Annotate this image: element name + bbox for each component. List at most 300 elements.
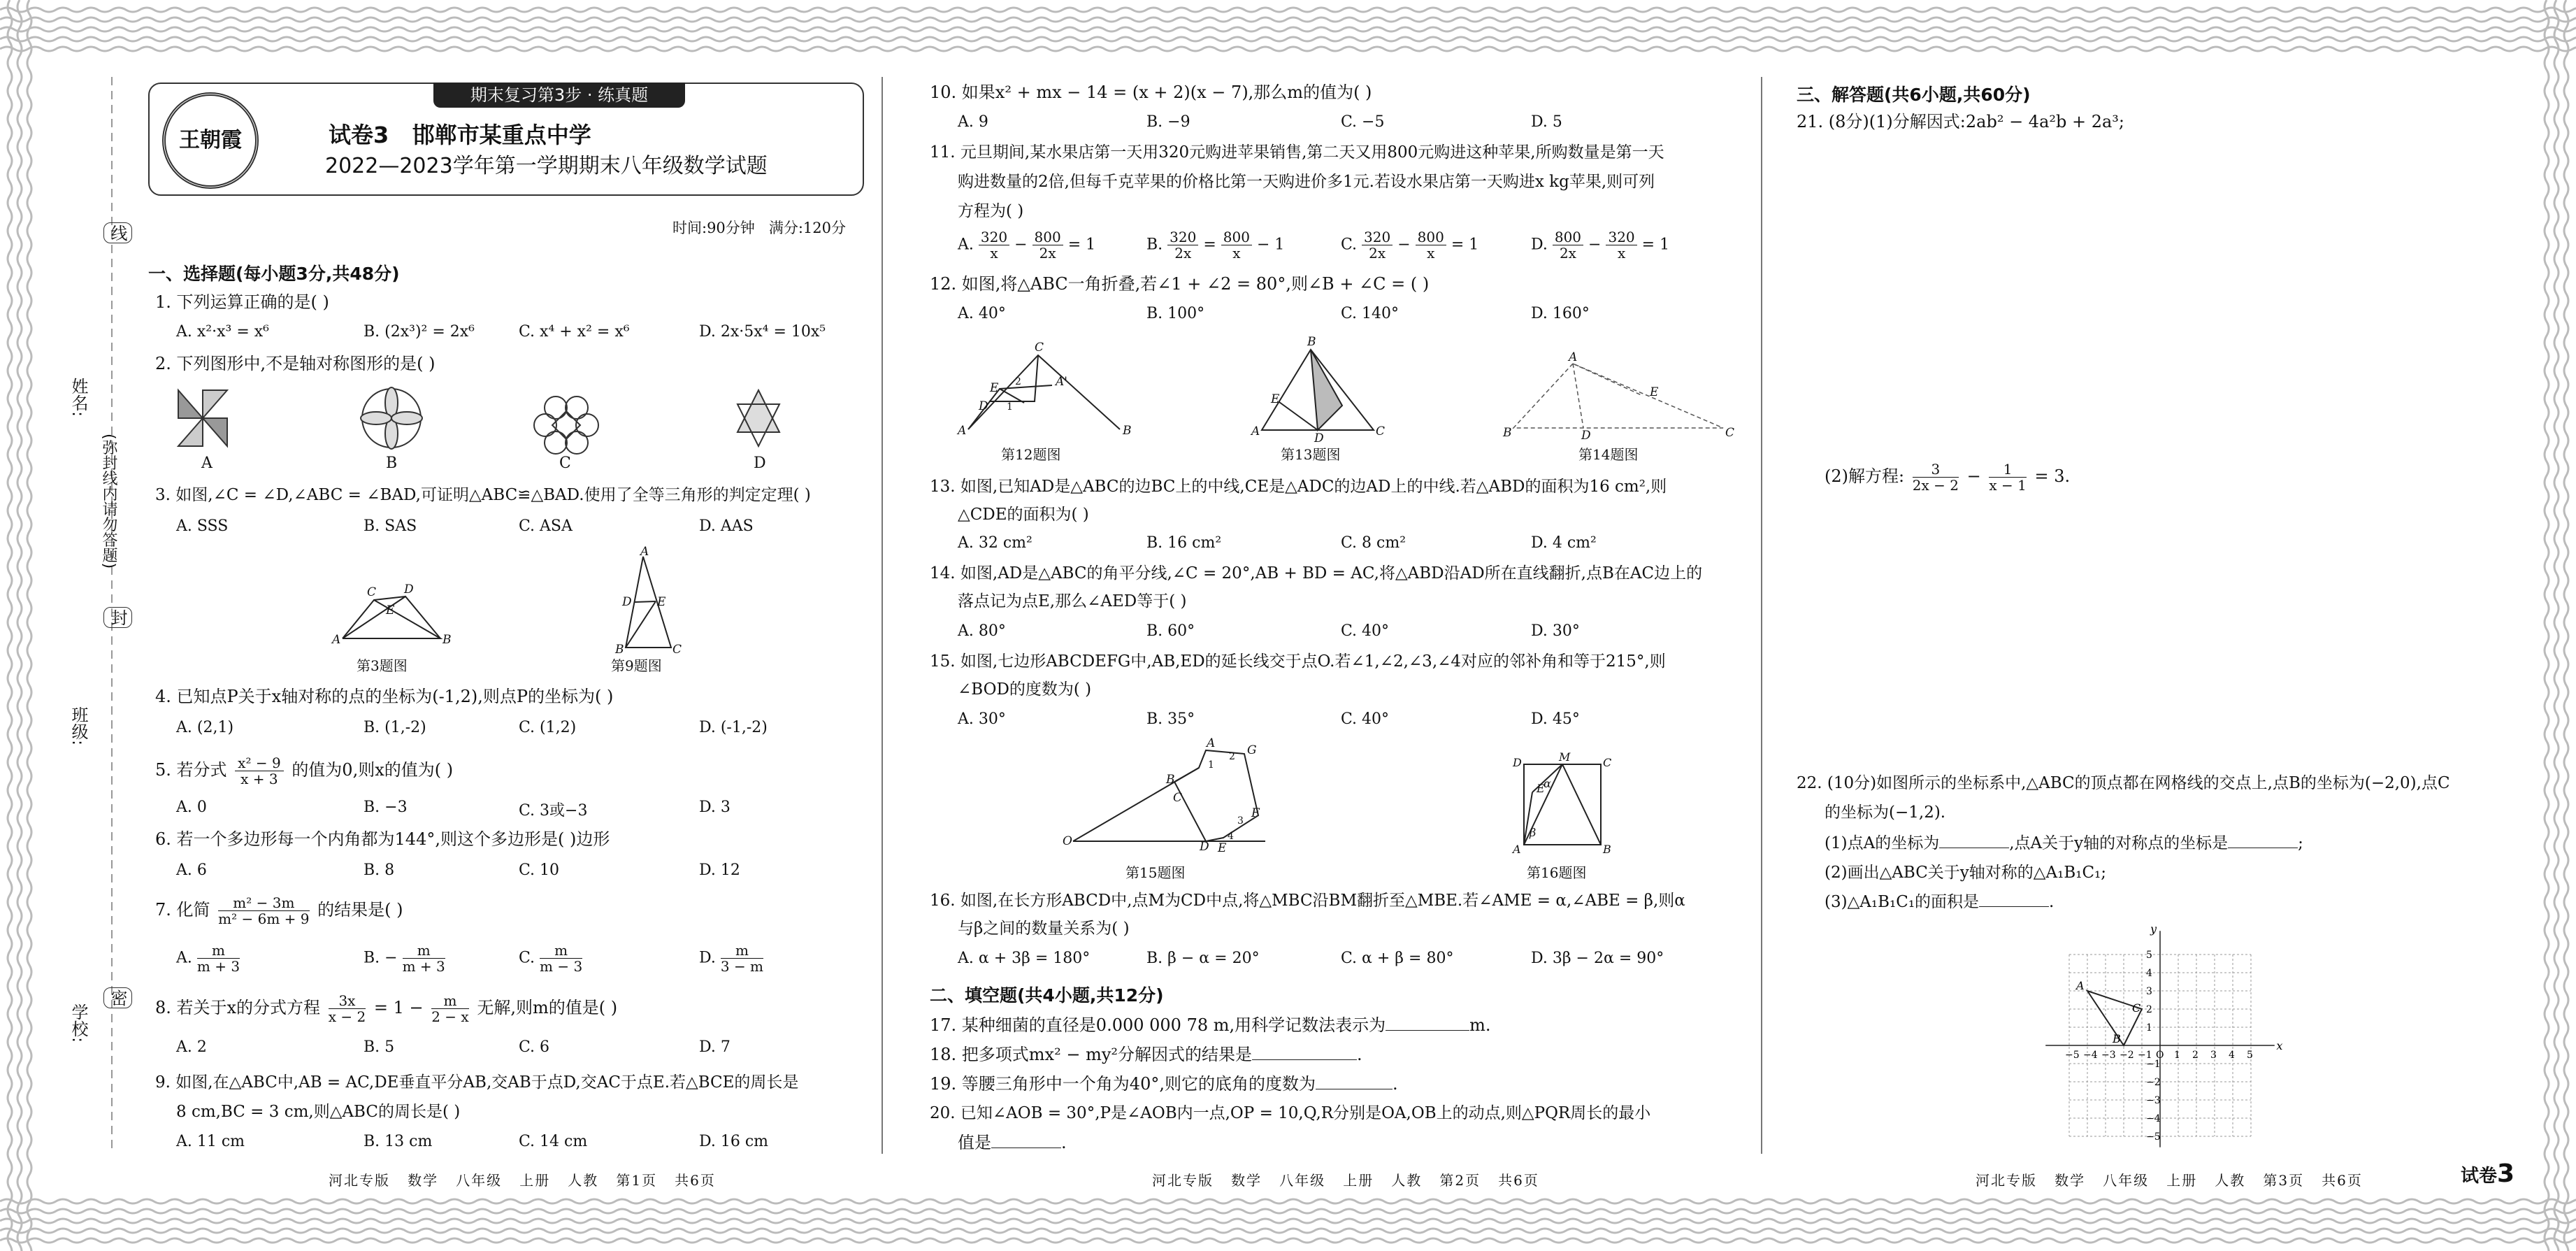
svg-text:O: O <box>1063 834 1072 848</box>
q11-c-f1-num: 320 <box>1362 229 1393 245</box>
q11-d-f1-num: 800 <box>1553 229 1583 245</box>
q4-b: B. (1,-2) <box>364 719 426 736</box>
q7-c-den: m − 3 <box>540 958 583 975</box>
q12-c: C. 140° <box>1341 305 1399 322</box>
q12-a: A. 40° <box>958 305 1006 322</box>
q11-b-f1-den: 2x <box>1174 245 1192 262</box>
svg-text:A: A <box>640 545 649 559</box>
svg-text:1: 1 <box>1208 759 1214 771</box>
vertex-a: A <box>2076 979 2085 992</box>
q14-a: A. 80° <box>958 622 1006 640</box>
q9-b: B. 13 cm <box>364 1133 433 1150</box>
q3-caption: 第3题图 <box>357 657 408 674</box>
y-tick-label: −4 <box>2146 1113 2161 1124</box>
q20-line2 <box>958 1129 1067 1157</box>
q11-c-f1-den: 2x <box>1369 245 1386 262</box>
q13-d: D. 4 cm² <box>1531 534 1597 552</box>
q18-stem: 18. 把多项式mx² − my²分解因式的结果是 <box>930 1045 1253 1064</box>
q14-d: D. 30° <box>1531 622 1580 640</box>
section-solve: 三、解答题(共6小题,共60分) <box>1797 85 2031 105</box>
q21-op: − <box>1966 466 1981 486</box>
svg-text:M: M <box>1559 750 1571 764</box>
svg-text:B: B <box>442 633 452 647</box>
svg-text:C: C <box>1173 791 1183 805</box>
q8-tail: 无解,则m的值是( ) <box>477 998 618 1017</box>
vertex-c: C <box>2132 1001 2141 1015</box>
q5-stem <box>155 755 453 787</box>
svg-text:G: G <box>1247 743 1257 757</box>
q7-a-den: m + 3 <box>196 958 240 975</box>
paper-no: 3 <box>2497 1159 2515 1188</box>
q11-a-pre: A. <box>958 236 974 254</box>
x-axis-label: x <box>2276 1039 2283 1052</box>
q7-c-num: m <box>540 943 582 959</box>
q7-b-num: m <box>403 943 445 959</box>
q10-b: B. −9 <box>1146 113 1190 131</box>
q22-p1 <box>1825 829 2303 857</box>
vertex-b: B <box>2113 1032 2121 1045</box>
q17 <box>930 1011 1491 1039</box>
x-tick-label: −3 <box>2101 1050 2116 1061</box>
q21-p2-label: (2)解方程: <box>1825 466 1905 486</box>
svg-text:B: B <box>1503 426 1512 440</box>
svg-text:A: A <box>1513 843 1521 856</box>
svg-text:C: C <box>1376 424 1386 438</box>
svg-text:D: D <box>1314 431 1324 445</box>
q11-stem2: 购进数量的2倍,但每千克苹果的价格比第一天购进价多1元.若设水果店第一天购进x kg苹果,则可列 <box>958 173 1655 191</box>
q11-b-op: = <box>1203 236 1216 254</box>
q13-stem2: △CDE的面积为( ) <box>958 506 1089 524</box>
svg-text:D: D <box>622 595 632 609</box>
q5-b: B. −3 <box>364 799 408 816</box>
q21-frac2 <box>1989 462 2026 493</box>
q11-stem3: 方程为( ) <box>958 202 1024 220</box>
q6-c: C. 10 <box>519 862 560 879</box>
q9-d: D. 16 cm <box>699 1133 769 1150</box>
q14-stem2: 落点记为点E,那么∠AED等于( ) <box>958 592 1187 610</box>
q3-stem: 3. 如图,∠C = ∠D,∠ABC = ∠BAD,可证明△ABC≌△BAD.使用了全等三角形的判定定理( ) <box>155 486 811 504</box>
y-tick-label: 3 <box>2146 986 2152 997</box>
paper-number-label <box>2461 1159 2514 1188</box>
q10-d: D. 5 <box>1531 113 1562 131</box>
q8-frac2 <box>431 993 468 1024</box>
q5-a: A. 0 <box>176 799 207 816</box>
q6-b: B. 8 <box>364 862 395 879</box>
q12-d: D. 160° <box>1531 305 1590 322</box>
q9-caption: 第9题图 <box>611 657 662 674</box>
q7-d-pre: D. <box>699 949 716 967</box>
q11-a-f1-num: 320 <box>979 229 1009 245</box>
q11-stem: 11. 元旦期间,某水果店第一天用320元购进苹果销售,第二天又用800元购进这种苹果,所购数量是第一天 <box>930 143 1664 162</box>
q16-b: B. β − α = 20° <box>1146 950 1260 967</box>
q15-a: A. 30° <box>958 710 1006 728</box>
svg-text:C: C <box>367 585 377 599</box>
q11-a <box>958 229 1095 261</box>
q11-d-f1-den: 2x <box>1559 245 1576 262</box>
q5-frac <box>235 755 284 787</box>
q4-a: A. (2,1) <box>176 719 234 736</box>
q8-frac1-den: x − 2 <box>328 1008 366 1025</box>
svg-text:C: C <box>1035 341 1044 355</box>
y-tick-label: 5 <box>2146 950 2152 961</box>
q2-a: A <box>201 455 213 472</box>
q21-frac1-num: 3 <box>1913 462 1959 478</box>
q22-p3 <box>1825 888 2054 916</box>
q15-c: C. 40° <box>1341 710 1390 728</box>
y-tick-label: 1 <box>2146 1022 2152 1034</box>
q1-b: B. (2x³)² = 2x⁶ <box>364 323 475 341</box>
q11-d-eq: = 1 <box>1641 236 1670 254</box>
header-band: 期末复习第3步 · 练真题 <box>433 83 685 108</box>
q7-a-num: m <box>197 943 240 959</box>
q2-figures <box>168 383 839 453</box>
x-tick-label: 1 <box>2174 1050 2180 1061</box>
q2-b: B <box>386 455 398 472</box>
svg-text:E: E <box>1537 782 1545 795</box>
svg-text:E: E <box>1271 392 1280 406</box>
q15-stem: 15. 如图,七边形ABCDEFG中,AB,ED的延长线交于点O.若∠1,∠2,∠3,∠4对应的邻补角和等于215°,则 <box>930 652 1666 671</box>
q3-d: D. AAS <box>699 517 754 535</box>
q21-frac2-num: 1 <box>1989 462 2026 478</box>
q11-c-op: − <box>1397 236 1411 254</box>
q7-b-frac <box>403 943 445 974</box>
q11-a-f2-den: 2x <box>1039 245 1056 262</box>
q7-frac <box>218 895 309 927</box>
q11-d-f2-num: 320 <box>1606 229 1636 245</box>
q9-c: C. 14 cm <box>519 1133 588 1150</box>
q19-stem: 19. 等腰三角形中一个角为40°,则它的底角的度数为 <box>930 1074 1316 1094</box>
svg-text:A: A <box>1251 424 1260 438</box>
q12-stem: 12. 如图,将△ABC一角折叠,若∠1 + ∠2 = 80°,则∠B + ∠C = ( ) <box>930 274 1430 294</box>
q16-stem: 16. 如图,在长方形ABCD中,点M为CD中点,将△MBC沿BM翻折至△MBE.若∠AME = α,∠ABE = β,则α <box>930 892 1685 910</box>
q13-c: C. 8 cm² <box>1341 534 1406 552</box>
q8-pre: 8. 若关于x的分式方程 <box>155 998 321 1017</box>
q8-mid: = 1 − <box>373 998 424 1017</box>
q14-b: B. 60° <box>1146 622 1195 640</box>
q7-d <box>699 943 763 974</box>
svg-text:B: B <box>1123 424 1132 438</box>
q8-stem <box>155 993 617 1024</box>
q3-figure <box>329 572 468 649</box>
q11-a-f2-num: 800 <box>1032 229 1063 245</box>
q7-d-num: m <box>721 943 763 959</box>
q16-a: A. α + 3β = 180° <box>958 950 1091 967</box>
x-tick-label: 2 <box>2192 1050 2199 1061</box>
y-tick-label: −2 <box>2146 1077 2161 1088</box>
svg-text:D: D <box>1581 429 1591 443</box>
q7-d-frac <box>721 943 763 974</box>
q15-stem2: ∠BOD的度数为( ) <box>958 680 1092 699</box>
q17-stem: 17. 某种细菌的直径是0.000 000 78 m,用科学记数法表示为 <box>930 1015 1386 1035</box>
q22-p1-c: ; <box>2298 834 2303 852</box>
q18-blank <box>1252 1059 1357 1060</box>
svg-text:A: A <box>332 633 341 647</box>
q11-d-f1 <box>1553 229 1583 261</box>
q4-stem: 4. 已知点P关于x轴对称的点的坐标为(-1,2),则点P的坐标为( ) <box>155 687 614 706</box>
paper-label: 试卷 <box>2461 1166 2498 1187</box>
q11-d-pre: D. <box>1531 236 1548 254</box>
q7-a <box>176 943 240 974</box>
svg-text:E: E <box>386 603 395 617</box>
y-tick-label: 2 <box>2146 1004 2152 1015</box>
q3-b: B. SAS <box>364 517 417 535</box>
q11-c <box>1341 229 1478 261</box>
svg-text:E: E <box>1650 385 1659 399</box>
q11-c-f2 <box>1416 229 1446 261</box>
x-tick-label: 3 <box>2210 1050 2217 1061</box>
q14-figure <box>1503 350 1735 445</box>
section-choice: 一、选择题(每小题3分,共48分) <box>148 264 400 284</box>
q11-c-pre: C. <box>1341 236 1358 254</box>
school-label: 学校: <box>69 1003 88 1043</box>
q11-b-f1 <box>1167 229 1198 261</box>
q15-figure <box>1063 736 1293 855</box>
q11-a-op: − <box>1014 236 1028 254</box>
q6-d: D. 12 <box>699 862 740 879</box>
svg-text:B: B <box>1603 843 1611 856</box>
q8-frac2-den: 2 − x <box>431 1008 469 1025</box>
x-tick-label: −1 <box>2138 1050 2152 1061</box>
q2-stem: 2. 下列图形中,不是轴对称图形的是( ) <box>155 354 436 373</box>
q2-c: C <box>559 455 571 472</box>
q7-stem <box>155 895 403 927</box>
q9-figure <box>608 545 692 662</box>
svg-text:A: A <box>1569 350 1578 364</box>
q2-d: D <box>754 455 766 472</box>
svg-text:C: C <box>1725 426 1735 440</box>
q11-b-eq: − 1 <box>1256 236 1285 254</box>
q11-b <box>1146 229 1284 261</box>
svg-text:4: 4 <box>1228 831 1234 842</box>
q13-stem: 13. 如图,已知AD是△ABC的边BC上的中线,CE是△ADC的边AD上的中线.若△ABD的面积为16 cm²,则 <box>930 478 1667 496</box>
q10-a: A. 9 <box>958 113 988 131</box>
q9-a: A. 11 cm <box>176 1133 245 1150</box>
q11-c-f2-den: x <box>1427 245 1435 262</box>
q3-c: C. ASA <box>519 517 573 535</box>
q5-d: D. 3 <box>699 799 731 816</box>
q16-d: D. 3β − 2α = 90° <box>1531 950 1664 967</box>
q21-frac1 <box>1913 462 1959 493</box>
q11-c-eq: = 1 <box>1451 236 1479 254</box>
q15-b: B. 35° <box>1146 710 1195 728</box>
q16-figure <box>1510 750 1615 859</box>
q7-b-den: m + 3 <box>402 958 445 975</box>
q3-a: A. SSS <box>176 517 229 535</box>
y-tick-label: 4 <box>2146 968 2152 979</box>
q21-frac2-den: x − 1 <box>1989 477 2027 494</box>
xian-mark: 线 <box>103 222 132 243</box>
q11-b-pre: B. <box>1146 236 1163 254</box>
svg-text:D: D <box>1513 756 1522 769</box>
class-label: 班级: <box>69 706 88 746</box>
q22-p2: (2)画出△ABC关于y轴对称的△A₁B₁C₁; <box>1825 864 2107 882</box>
q11-d-op: − <box>1588 236 1602 254</box>
q17-tail: m. <box>1469 1015 1491 1035</box>
school-logo <box>162 92 259 189</box>
q15-caption: 第15题图 <box>1125 864 1186 881</box>
q7-d-den: 3 − m <box>720 958 764 975</box>
q7-tail: 的结果是( ) <box>317 900 403 920</box>
q11-b-f1-num: 320 <box>1167 229 1198 245</box>
q7-b-pre: B. − <box>364 949 398 967</box>
q12-caption: 第12题图 <box>1001 446 1061 463</box>
q7-a-pre: A. <box>176 949 192 967</box>
svg-text:D: D <box>404 582 414 596</box>
q19 <box>930 1070 1398 1098</box>
q21-eq: = 3. <box>2034 466 2071 486</box>
q1-a: A. x²·x³ = x⁶ <box>176 323 269 341</box>
q7-pre: 7. 化简 <box>155 900 210 920</box>
q11-d-f2 <box>1606 229 1636 261</box>
q19-tail: . <box>1392 1074 1398 1094</box>
q10-c: C. −5 <box>1341 113 1385 131</box>
q5-frac-den: x + 3 <box>240 771 278 787</box>
q22-stem2: 的坐标为(−1,2). <box>1825 803 1946 822</box>
svg-text:α: α <box>1544 777 1551 790</box>
section-fill: 二、填空题(共4小题,共12分) <box>930 985 1164 1006</box>
q21-frac1-den: 2x − 2 <box>1912 477 1959 494</box>
footer-page3: 河北专版 数学 八年级 上册 人教 第3页 共6页 <box>1976 1172 2363 1189</box>
q1-stem: 1. 下列运算正确的是( ) <box>155 292 329 312</box>
q7-a-frac <box>197 943 240 974</box>
q16-stem2: 与β之间的数量关系为( ) <box>958 920 1130 938</box>
svg-text:F: F <box>1251 806 1260 820</box>
svg-text:β: β <box>1530 826 1537 839</box>
name-label: 姓名: <box>69 378 88 417</box>
seal-note: (弥封线内请勿答题) <box>100 434 117 569</box>
q7-frac-num: m² − 3m <box>218 895 309 911</box>
svg-text:D: D <box>1200 840 1209 854</box>
q11-a-f1-den: x <box>990 245 998 262</box>
q22-blank3 <box>1979 906 2049 907</box>
x-tick-label: −4 <box>2083 1050 2098 1061</box>
svg-text:B: B <box>1307 335 1316 349</box>
logo-text: 王朝霞 <box>179 128 242 152</box>
svg-text:E: E <box>657 595 666 609</box>
svg-text:1: 1 <box>1007 401 1013 413</box>
q8-a: A. 2 <box>176 1038 207 1056</box>
q5-pre: 5. 若分式 <box>155 760 227 780</box>
x-tick-label: −5 <box>2065 1050 2080 1061</box>
q11-b-f2-num: 800 <box>1221 229 1252 245</box>
time-score: 时间:90分钟 满分:120分 <box>672 220 846 236</box>
q22-p1-a: (1)点A的坐标为 <box>1825 834 1940 852</box>
x-tick-label: 4 <box>2229 1050 2235 1061</box>
q14-caption: 第14题图 <box>1578 446 1639 463</box>
q22-coordinate-grid <box>2041 922 2283 1154</box>
x-tick-label: −2 <box>2120 1050 2134 1061</box>
q7-frac-den: m² − 6m + 9 <box>218 910 310 927</box>
q5-frac-num: x² − 9 <box>235 755 284 771</box>
q1-d: D. 2x·5x⁴ = 10x⁵ <box>699 323 826 341</box>
svg-text:C: C <box>1603 756 1612 769</box>
y-tick-label: −3 <box>2146 1095 2161 1106</box>
q21-part2 <box>1825 462 2070 493</box>
q20-tail: . <box>1061 1133 1067 1152</box>
footer-page2: 河北专版 数学 八年级 上册 人教 第2页 共6页 <box>1152 1172 1539 1189</box>
feng-mark: 封 <box>103 607 132 628</box>
svg-text:A: A <box>1207 736 1216 750</box>
q7-c-frac <box>540 943 582 974</box>
q14-stem: 14. 如图,AD是△ABC的角平分线,∠C = 20°,AB + BD = AC,将△ABD沿AD所在直线翻折,点B在AC边上的 <box>930 564 1703 582</box>
q15-d: D. 45° <box>1531 710 1580 728</box>
q11-a-f1 <box>979 229 1009 261</box>
q22-stem: 22. (10分)如图所示的坐标系中,△ABC的顶点都在网格线的交点上,点B的坐标为(−2,0),点C <box>1797 774 2450 792</box>
q21-stem: 21. (8分)(1)分解因式:2ab² − 4a²b + 2a³; <box>1797 112 2125 131</box>
q8-b: B. 5 <box>364 1038 395 1056</box>
svg-text:A': A' <box>1056 375 1067 389</box>
q12-figure <box>958 340 1139 445</box>
q11-d-f2-den: x <box>1617 245 1626 262</box>
svg-text:B: B <box>615 643 624 657</box>
q16-c: C. α + β = 80° <box>1341 950 1454 967</box>
q8-d: D. 7 <box>699 1038 731 1056</box>
q9-stem2: 8 cm,BC = 3 cm,则△ABC的周长是( ) <box>176 1103 461 1121</box>
q20-stem2: 值是 <box>958 1133 991 1152</box>
y-tick-label: −1 <box>2146 1059 2161 1070</box>
q6-stem: 6. 若一个多边形每一个内角都为144°,则这个多边形是( )边形 <box>155 829 610 849</box>
q18 <box>930 1041 1362 1068</box>
svg-text:2: 2 <box>1015 376 1021 387</box>
q11-d <box>1531 229 1669 261</box>
q7-c <box>519 943 582 974</box>
svg-text:2: 2 <box>1229 751 1235 762</box>
svg-text:3: 3 <box>1237 815 1244 827</box>
q13-b: B. 16 cm² <box>1146 534 1222 552</box>
q7-c-pre: C. <box>519 949 535 967</box>
q7-b <box>364 943 445 974</box>
q11-a-eq: = 1 <box>1067 236 1096 254</box>
q14-c: C. 40° <box>1341 622 1390 640</box>
q5-c: C. 3或−3 <box>519 802 588 820</box>
page-subtitle: 2022—2023学年第一学期期末八年级数学试题 <box>325 154 768 178</box>
q22-p1-b: ,点A关于y轴的对称点的坐标是 <box>2009 834 2229 852</box>
q16-caption: 第16题图 <box>1527 864 1587 881</box>
q8-frac1-num: 3x <box>329 993 366 1009</box>
q1-c: C. x⁴ + x² = x⁶ <box>519 323 630 341</box>
q13-caption: 第13题图 <box>1281 446 1341 463</box>
svg-text:C: C <box>672 643 682 657</box>
q6-a: A. 6 <box>176 862 207 879</box>
svg-text:E: E <box>1218 841 1227 855</box>
q11-a-f2 <box>1032 229 1063 261</box>
y-tick-label: −5 <box>2146 1131 2161 1143</box>
svg-text:E: E <box>990 381 999 395</box>
q13-figure <box>1251 335 1386 445</box>
q12-b: B. 100° <box>1146 305 1205 322</box>
q10-stem: 10. 如果x² + mx − 14 = (x + 2)(x − 7),那么m的值为( ) <box>930 83 1372 102</box>
svg-text:D: D <box>979 399 988 413</box>
q11-c-f2-num: 800 <box>1416 229 1446 245</box>
q8-frac1 <box>329 993 366 1024</box>
mi-mark: 密 <box>103 987 132 1008</box>
q11-b-f2 <box>1221 229 1252 261</box>
q8-frac2-num: m <box>431 993 468 1009</box>
q4-d: D. (-1,-2) <box>699 719 768 736</box>
x-tick-label: O <box>2156 1050 2164 1061</box>
q20-stem: 20. 已知∠AOB = 30°,P是∠AOB内一点,OP = 10,Q,R分别是OA,OB上的动点,则△PQR周长的最小 <box>930 1104 1651 1122</box>
q9-stem: 9. 如图,在△ABC中,AB = AC,DE垂直平分AB,交AB于点D,交AC于点E.若△BCE的周长是 <box>155 1073 799 1092</box>
q13-a: A. 32 cm² <box>958 534 1032 552</box>
svg-text:A: A <box>958 424 967 438</box>
q5-tail: 的值为0,则x的值为( ) <box>292 760 454 780</box>
x-tick-label: 5 <box>2247 1050 2253 1061</box>
y-axis-label: y <box>2150 922 2157 936</box>
footer-page1: 河北专版 数学 八年级 上册 人教 第1页 共6页 <box>329 1172 716 1189</box>
q11-b-f2-den: x <box>1232 245 1241 262</box>
q17-blank <box>1386 1030 1469 1031</box>
q22-p3-b: . <box>2049 893 2055 911</box>
